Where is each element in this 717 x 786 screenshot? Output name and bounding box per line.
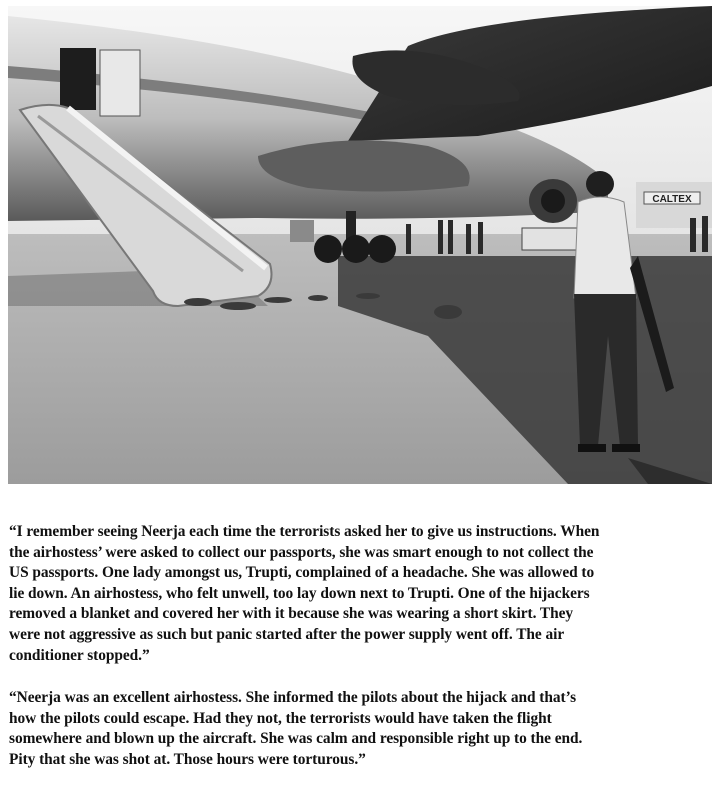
open-door <box>60 48 96 110</box>
wheel <box>368 235 396 263</box>
caltex-sign-text: CALTEX <box>652 194 692 205</box>
quote-line: lie down. An airhostess, who felt unwell, too lay down next to Trupti. One of the hijackers <box>9 584 590 602</box>
airport-vehicle-left <box>290 220 314 242</box>
quote-line: were not aggressive as such but panic started after the power supply went off. The air <box>9 625 565 643</box>
door-panel <box>100 50 140 116</box>
wheel <box>314 235 342 263</box>
quote-line: US passports. One lady amongst us, Trupti, complained of a headache. She was allowed to <box>9 564 595 582</box>
quote-line: somewhere and blown up the aircraft. She was calm and responsible right up to the end. <box>9 730 583 748</box>
quote-line: conditioner stopped.” <box>9 646 150 664</box>
airplane-photo-illustration <box>8 6 712 484</box>
quote-about-neerja <box>9 688 709 770</box>
wheel <box>342 235 370 263</box>
terminal-building <box>636 182 712 228</box>
quote-passenger-testimony <box>9 522 709 666</box>
engine-intake <box>541 189 565 213</box>
airport-vehicle <box>522 228 578 250</box>
quote-line: the airhostess’ were asked to collect our passports, she was smart enough to not collect the <box>9 543 594 561</box>
hijack-photo <box>8 6 712 484</box>
quote-line: Pity that she was shot at. Those hours were torturous.” <box>9 750 366 768</box>
quote-line: how the pilots could escape. Had they not, the terrorists would have taken the flight <box>9 709 552 727</box>
quote-line: removed a blanket and covered her with it because she was wearing a short skirt. They <box>9 605 574 623</box>
quote-line: “I remember seeing Neerja each time the terrorists asked her to give us instructions. When <box>9 523 600 540</box>
quote-line: “Neerja was an excellent airhostess. She informed the pilots about the hijack and that’s <box>9 689 577 706</box>
